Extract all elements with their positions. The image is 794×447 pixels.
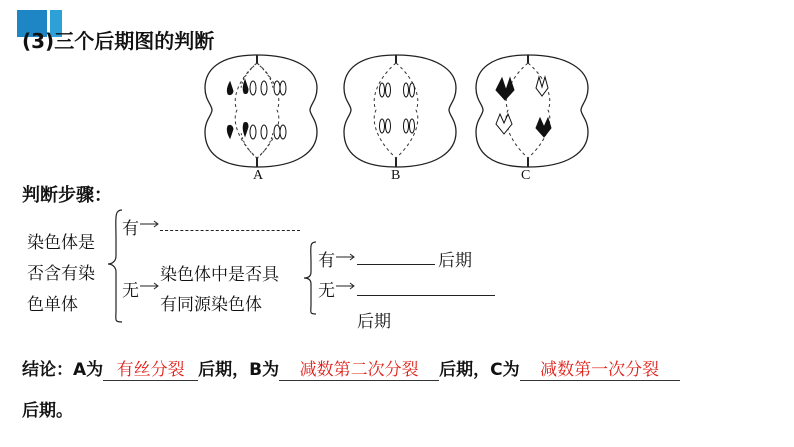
sub-branch-none: 无 — [318, 281, 335, 301]
cell-label-c: C — [521, 168, 531, 183]
blank-has — [160, 230, 300, 231]
branch-none: 无 — [122, 281, 139, 301]
answer-a: 有丝分裂 — [103, 360, 198, 381]
blank-sub-has — [357, 264, 435, 265]
page-title: (3)三个后期图的判断 — [22, 29, 215, 53]
conclusion-b-text: 后期，B为 — [198, 360, 280, 380]
conclusion-prefix: 结论：A为 — [22, 360, 104, 380]
steps-title: 判断步骤： — [22, 185, 112, 206]
cell-label-a: A — [253, 168, 264, 183]
question-line-2: 否含有染 — [27, 264, 95, 284]
branch-has: 有 — [122, 219, 139, 239]
blank-sub-none — [357, 295, 495, 296]
suffix-sub-has: 后期 — [438, 251, 472, 271]
conclusion — [22, 355, 680, 381]
sub-question-line-2: 有同源染色体 — [160, 295, 262, 315]
conclusion-tail: 后期。 — [22, 401, 73, 421]
answer-c: 减数第一次分裂 — [520, 360, 680, 381]
sub-branch-has: 有 — [318, 251, 335, 271]
question-line-3: 色单体 — [27, 295, 78, 315]
conclusion-c-text: 后期，C为 — [439, 360, 520, 380]
cell-label-b: B — [391, 168, 401, 183]
question-line-1: 染色体是 — [27, 233, 95, 253]
answer-b: 减数第二次分裂 — [279, 360, 439, 381]
sub-question-line-1: 染色体中是否具 — [160, 265, 279, 285]
suffix-sub-none: 后期 — [357, 312, 391, 332]
